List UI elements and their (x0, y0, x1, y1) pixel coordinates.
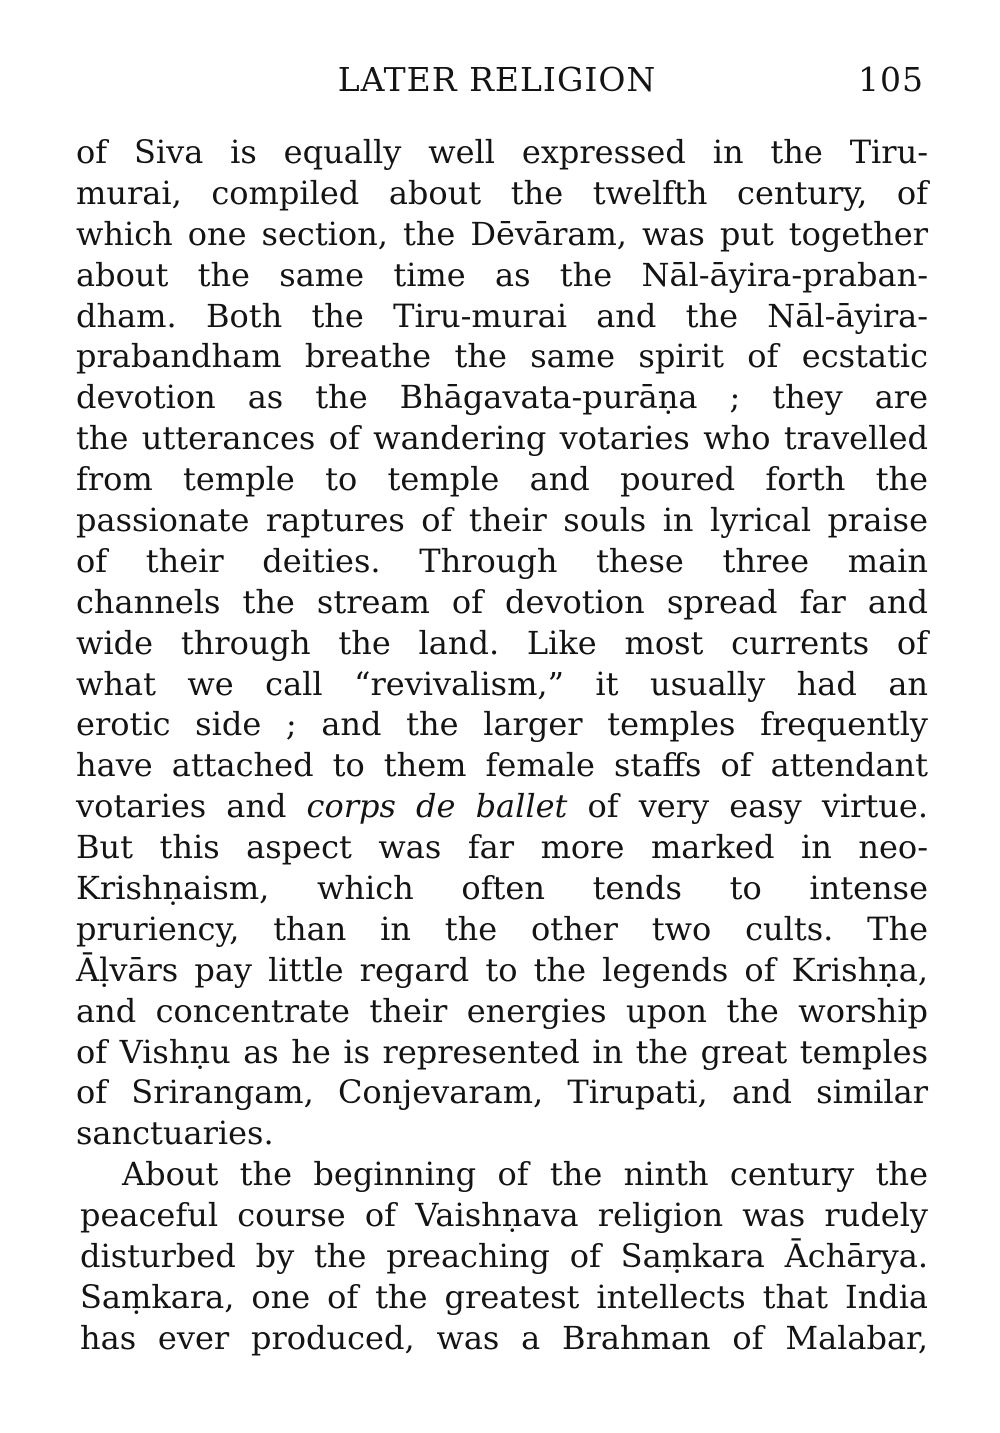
text-line: Saṃkara, one of the greatest intellects that India (80, 1277, 928, 1316)
text-line: disturbed by the preaching of Saṃkara Āchārya. (80, 1237, 928, 1276)
text-line: have attached to them female staffs of attendant (76, 746, 928, 785)
paragraph (76, 1154, 928, 1358)
body-text (76, 132, 928, 1359)
text-line: prabandham breathe the same spirit of ecstatic (76, 337, 928, 376)
text-line: the utterances of wandering votaries who travelled (76, 419, 928, 458)
text-line: wide through the land. Like most currents of (76, 623, 928, 662)
text-line: has ever produced, was a Brahman of Malabar, (80, 1318, 928, 1357)
text-line: Krishṇaism, which often tends to intense (76, 869, 928, 908)
text-line: of Srirangam, Conjevaram, Tirupati, and similar (76, 1073, 928, 1112)
text-line: erotic side ; and the larger temples frequently (76, 705, 928, 744)
text-line: About the beginning of the ninth century the (122, 1155, 928, 1194)
page-number: 105 (858, 60, 924, 99)
text-line: which one section, the Dēvāram, was put together (76, 214, 928, 253)
text-line: peaceful course of Vaishṇava religion was rudely (80, 1196, 928, 1235)
text-line: of Siva is equally well expressed in the Tiru- (76, 133, 928, 171)
text-line: dham. Both the Tiru-murai and the Nāl-āyira- (76, 296, 928, 335)
running-title: LATER RELIGION (337, 60, 657, 99)
text-line: what we call “revivalism,” it usually had an (76, 664, 928, 703)
text-line: devotion as the Bhāgavata-purāṇa ; they are (76, 378, 928, 417)
text-line: murai, compiled about the twelfth century, of (76, 173, 928, 212)
text-line: and concentrate their energies upon the worship (76, 991, 928, 1030)
text-line: channels the stream of devotion spread far and (76, 582, 928, 621)
text-line: of Vishṇu as he is represented in the great temples (76, 1032, 928, 1071)
text-line: of their deities. Through these three main (76, 541, 928, 580)
text-run: votaries and (76, 787, 307, 826)
text-line: But this aspect was far more marked in neo- (76, 828, 928, 867)
text-line: sanctuaries. (76, 1114, 274, 1153)
paragraph-continued (76, 132, 928, 1154)
text-line: Āḷvārs pay little regard to the legends of Krishṇa, (76, 950, 928, 989)
text-line-with-italic (76, 786, 928, 827)
italic-phrase: corps de ballet (306, 787, 568, 826)
text-line: from temple to temple and poured forth the (76, 460, 928, 499)
running-header (76, 60, 928, 100)
text-run: of very easy virtue. (567, 787, 928, 826)
text-line: about the same time as the Nāl-āyira-praban- (76, 255, 928, 294)
text-line: pruriency, than in the other two cults. The (76, 909, 928, 948)
text-line: passionate raptures of their souls in lyrical praise (76, 501, 928, 540)
